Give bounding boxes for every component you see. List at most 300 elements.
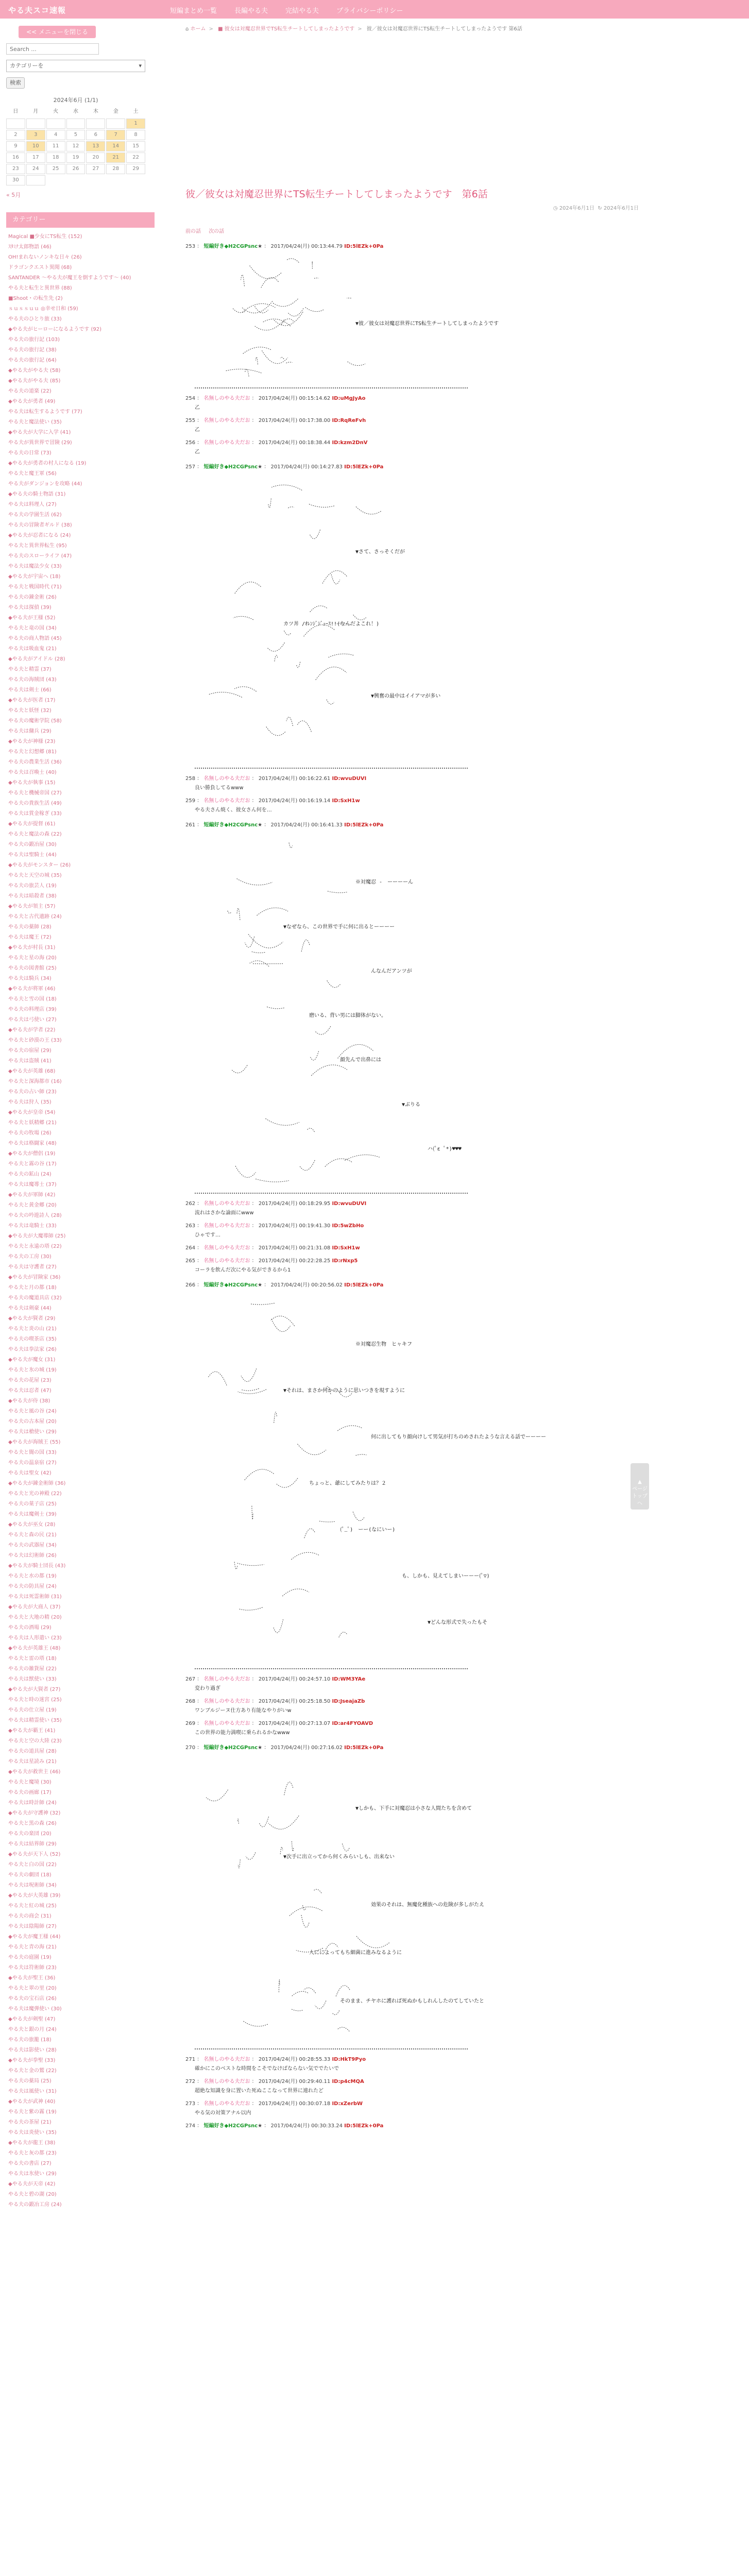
ascii-art-caption: ハ(ﾟε ﾟ*)♥♥♥ <box>428 1146 462 1152</box>
category-item[interactable]: やる夫の武器屋 (34) <box>8 1543 57 1548</box>
category-item[interactable]: ◆やる夫が魔女 (31) <box>8 1357 56 1363</box>
post-author[interactable]: 名無しのやる夫だお <box>203 1245 250 1251</box>
category-item[interactable]: ◆やる夫がやる夫 (85) <box>8 378 61 384</box>
category-item[interactable]: やる夫の道楽 (22) <box>8 388 52 394</box>
category-item[interactable]: やる夫の酒場 (29) <box>8 1625 52 1631</box>
post-author[interactable]: 名無しのやる夫だお <box>203 1223 250 1229</box>
category-item[interactable]: やる夫と星の海 (20) <box>8 955 57 961</box>
post-author[interactable]: 名無しのやる夫だお <box>203 396 250 401</box>
category-item[interactable]: やる夫と黒の森 (26) <box>8 1821 57 1826</box>
category-item[interactable]: やる夫と紅の城 (25) <box>8 1903 57 1909</box>
category-item[interactable]: やる夫は探偵 (39) <box>8 605 52 611</box>
prev-episode-link[interactable]: 前の話 <box>185 229 201 234</box>
post-id[interactable]: ID:rNxp5 <box>332 1258 358 1264</box>
category-item[interactable]: やる夫と妖精郷 (21) <box>8 1120 57 1126</box>
category-item[interactable]: やる夫と銀の月 (24) <box>8 2027 57 2032</box>
category-item[interactable]: やる夫は魔剣士 (39) <box>8 1512 57 1517</box>
post-date: 2017/04/24(月) 00:19:41.30 <box>258 1223 331 1229</box>
post <box>185 2121 639 2129</box>
calendar-day[interactable]: 10 <box>26 141 45 151</box>
category-item[interactable]: ◆やる夫が執事 (15) <box>8 780 56 786</box>
category-item[interactable]: やる夫と時の迷宮 (25) <box>8 1697 62 1703</box>
post-body: この世界の能力満喫に乗られるかなwww <box>195 1730 290 1736</box>
post-date: 2017/04/24(月) 00:18:29.95 <box>258 1201 331 1207</box>
category-item[interactable]: ◆やる夫が将軍 (46) <box>8 986 56 992</box>
category-item[interactable]: やる夫の商会 (31) <box>8 1913 52 1919</box>
calendar-day[interactable]: 21 <box>106 152 125 163</box>
category-item[interactable]: やる夫は拳法家 (26) <box>8 1347 57 1352</box>
category-select[interactable] <box>6 60 145 72</box>
category-item[interactable]: やる夫は符術師 (23) <box>8 1965 57 1971</box>
post-author[interactable]: 名無しのやる夫だお <box>203 776 250 782</box>
category-item[interactable]: やる夫の茶屋 (21) <box>8 2120 52 2125</box>
post-date: 2017/04/24(月) 00:16:41.33 <box>270 822 343 828</box>
category-item[interactable]: やる夫は召喚士 (40) <box>8 770 57 775</box>
category-item[interactable]: やる夫が異世界で冒険 (29) <box>8 440 72 446</box>
category-item[interactable]: やる夫と深海都市 (16) <box>8 1079 62 1084</box>
category-item[interactable]: やる夫の旅行記 (103) <box>8 337 60 343</box>
post-id[interactable]: ID:5lEZk+0Pa <box>344 244 384 249</box>
post-author[interactable]: 短編好き◆H2CGPsnc <box>203 1282 258 1288</box>
category-item[interactable]: やる夫は守護者 (27) <box>8 1264 57 1270</box>
ascii-art-stroke <box>245 937 254 947</box>
category-item[interactable]: やる夫の鍛冶工房 (24) <box>8 2202 62 2208</box>
category-item[interactable]: ◆やる夫が冒険家 (36) <box>8 1275 61 1280</box>
category-item[interactable]: ◆やる夫が天帝 (42) <box>8 2181 56 2187</box>
category-item[interactable]: やる夫は魔王 (72) <box>8 935 52 940</box>
post <box>185 2099 639 2116</box>
post-author[interactable]: 短編好き◆H2CGPsnc <box>203 822 258 828</box>
search-button[interactable]: 検索 <box>6 77 25 89</box>
category-item[interactable]: やる夫の冒険者ギルド (38) <box>8 522 72 528</box>
post-author[interactable]: 名無しのやる夫だお <box>203 1258 250 1264</box>
category-item[interactable]: やる夫は竜騎士 (33) <box>8 1223 57 1229</box>
category-item[interactable]: やる夫の海賊団 (43) <box>8 677 57 683</box>
category-item[interactable]: やる夫と雷の塔 (18) <box>8 1656 57 1662</box>
category-item[interactable]: ◆やる夫が大魔導師 (25) <box>8 1233 66 1239</box>
post-id[interactable]: ID:5lEZk+0Pa <box>344 1745 384 1751</box>
post-id[interactable]: ID:wvuDUVI <box>332 1201 367 1207</box>
category-item[interactable]: やる夫と金の鷲 (22) <box>8 2068 57 2074</box>
nav-long-yaruo[interactable]: 長編やる夫 <box>234 7 268 15</box>
category-item[interactable]: ｓｕｓｓｕｕ ◎幸せ日和 (59) <box>8 306 78 312</box>
category-item[interactable]: ◆やる夫が医者 (17) <box>8 698 56 703</box>
category-item[interactable]: ◆やる夫が勇者 (49) <box>8 399 56 404</box>
calendar-prev-link[interactable]: « 5月 <box>6 192 21 198</box>
category-item[interactable]: やる夫と妖怪 (32) <box>8 708 52 714</box>
category-item[interactable]: やる夫の料理店 (39) <box>8 1007 57 1012</box>
breadcrumb-separator: > <box>209 26 213 32</box>
category-item[interactable]: やる夫は転生するようです (77) <box>8 409 82 415</box>
calendar-day: 6 <box>86 130 105 140</box>
category-item[interactable]: ◆やる夫が英雄王 (48) <box>8 1646 61 1651</box>
post-author[interactable]: 短編好き◆H2CGPsnc <box>203 244 258 249</box>
category-item[interactable]: ◆やる夫が覇王 (41) <box>8 1728 56 1734</box>
category-item[interactable]: やる夫の劇団 (18) <box>8 1872 52 1878</box>
category-item[interactable]: やる夫と水の都 (19) <box>8 1573 57 1579</box>
calendar-day: 15 <box>126 141 145 151</box>
category-item[interactable]: やる夫は聖女 (42) <box>8 1470 52 1476</box>
category-item[interactable]: やる夫と天空の城 (35) <box>8 873 62 878</box>
category-item[interactable]: やる夫のスローライフ (47) <box>8 553 72 559</box>
category-item[interactable]: やる夫と竜の国 (34) <box>8 625 57 631</box>
category-item[interactable]: やる夫と戦国時代 (71) <box>8 584 62 590</box>
category-item[interactable]: やる夫の雑貨屋 (22) <box>8 1666 57 1672</box>
category-item[interactable]: ◆やる夫が勇者の村人になる (19) <box>8 461 87 466</box>
ascii-art-stroke <box>327 700 334 704</box>
ascii-art-stroke <box>268 499 271 508</box>
category-item[interactable]: やる夫の牧場 (26) <box>8 1130 52 1136</box>
post <box>185 242 639 388</box>
post-id[interactable]: ID:ar4FYOAVD <box>332 1721 373 1726</box>
ascii-art-stroke <box>259 1817 269 1827</box>
category-item[interactable]: やる夫は賞金稼ぎ (33) <box>8 811 62 817</box>
category-item[interactable]: やる夫の旅芸人 (19) <box>8 883 57 889</box>
category-item[interactable]: ◆やる夫が魔王様 (44) <box>8 1934 61 1940</box>
category-item[interactable]: やる夫は死霊術師 (31) <box>8 1594 62 1600</box>
category-item[interactable]: やる夫と魔法使い (35) <box>8 419 62 425</box>
ascii-art-stroke <box>319 1521 335 1522</box>
category-item[interactable]: やる夫は魔導士 (37) <box>8 1182 57 1188</box>
category-item[interactable]: ◆やる夫が王様 (52) <box>8 615 56 621</box>
category-item[interactable]: やる夫は剣士 (66) <box>8 687 52 693</box>
category-item[interactable]: やる夫と永遠の塔 (22) <box>8 1244 62 1249</box>
post-id[interactable]: ID:uMgJyAo <box>332 396 366 401</box>
nav-completed[interactable]: 完結やる夫 <box>285 7 319 15</box>
category-item[interactable]: やる夫と魔法の森 (22) <box>8 832 62 837</box>
category-item[interactable]: やる夫は炎使い (35) <box>8 2130 57 2136</box>
category-item[interactable]: やる夫の占い師 (23) <box>8 1089 57 1095</box>
ascii-art-stroke <box>226 369 261 373</box>
category-item[interactable]: やる夫と氷の城 (19) <box>8 1367 57 1373</box>
category-item[interactable]: やる夫と碧の湖 (20) <box>8 2192 57 2197</box>
category-item[interactable]: やる夫の魔道具店 (32) <box>8 1295 62 1301</box>
category-item[interactable]: ◆やる夫が大学に入学 (41) <box>8 430 71 435</box>
category-item[interactable]: ◆やる夫が海賊王 (55) <box>8 1439 61 1445</box>
category-item[interactable]: やる夫と空の大陸 (23) <box>8 1738 62 1744</box>
post <box>185 1743 639 2049</box>
category-item[interactable]: ◆やる夫がヒーローになるようです (92) <box>8 327 101 332</box>
close-menu-button[interactable]: << メニューを閉じる <box>19 26 96 38</box>
site-title[interactable]: やる夫スコ速報 <box>8 6 66 15</box>
category-item[interactable]: やる夫は星読み (21) <box>8 1759 57 1765</box>
category-item[interactable]: やる夫は吸血鬼 (21) <box>8 646 57 652</box>
category-item[interactable]: やる夫の温泉宿 (27) <box>8 1460 57 1466</box>
category-item[interactable]: やる夫の旅行記 (64) <box>8 358 57 363</box>
category-item[interactable]: やる夫は弓使い (27) <box>8 1017 57 1023</box>
category-item[interactable]: やる夫と幻想郷 (81) <box>8 749 57 755</box>
category-item[interactable]: やる夫の古本屋 (20) <box>8 1419 57 1425</box>
category-item[interactable]: ◆やる夫が大英雄 (39) <box>8 1893 61 1899</box>
ascii-art-caption: ▼しかも、下手に対魔忍は小さな人間たちを含めて <box>355 1806 472 1811</box>
post-id[interactable]: ID:xZerbW <box>332 2101 363 2107</box>
category-item[interactable]: やる夫は時計師 (24) <box>8 1800 57 1806</box>
category-item[interactable]: やる夫は呪術師 (34) <box>8 1883 57 1888</box>
post-number: 255 <box>185 418 196 423</box>
category-item[interactable]: やる夫と精霊 (37) <box>8 667 52 672</box>
category-item[interactable]: ◆やる夫が拳聖 (33) <box>8 2058 56 2063</box>
breadcrumb-series[interactable]: ■ 彼女は対魔忍世界でTS転生チートしてしまったようです <box>218 26 355 32</box>
category-item[interactable]: ◆やる夫が天下人 (52) <box>8 1852 61 1857</box>
post-author[interactable]: 名無しのやる夫だお <box>203 440 250 446</box>
post-number: 258 <box>185 776 196 782</box>
category-item[interactable]: やる夫の魔術学院 (58) <box>8 718 62 724</box>
category-item[interactable]: やる夫の宿屋 (29) <box>8 1048 52 1054</box>
category-item[interactable]: やる夫と魔王軍 (56) <box>8 471 57 477</box>
post-id[interactable]: ID:5wZbHo <box>332 1223 364 1229</box>
category-item[interactable]: ◆やる夫が錬金術師 (36) <box>8 1481 66 1486</box>
category-item[interactable]: やる夫の花屋 (23) <box>8 1378 52 1383</box>
category-item[interactable]: やる夫と闇の国 (33) <box>8 1450 57 1455</box>
category-item[interactable]: やる夫は獣使い (33) <box>8 1676 57 1682</box>
breadcrumb <box>185 24 639 35</box>
category-item[interactable]: SANTANDER ～やる夫が魔王を倒すようです～ (40) <box>8 275 131 281</box>
ascii-art-stroke <box>252 952 265 953</box>
post-author[interactable]: 名無しのやる夫だお <box>203 798 250 804</box>
post-author[interactable]: 名無しのやる夫だお <box>203 1699 250 1704</box>
category-item[interactable]: やる夫の喫茶店 (35) <box>8 1336 57 1342</box>
ascii-art-stroke <box>241 1388 259 1391</box>
category-item[interactable]: やる夫と翠の里 (20) <box>8 1986 57 1991</box>
post-author[interactable]: 名無しのやる夫だお <box>203 2079 250 2084</box>
post-author[interactable]: 名無しのやる夫だお <box>203 418 250 423</box>
category-item[interactable]: やる夫と灰の都 (23) <box>8 2150 57 2156</box>
category-item[interactable]: ◆やる夫が剣聖 (47) <box>8 2016 56 2022</box>
category-item[interactable]: やる夫は精霊使い (35) <box>8 1718 62 1723</box>
category-item[interactable]: ◆やる夫が英雄 (68) <box>8 1069 56 1074</box>
post-id[interactable]: ID:5lEZk+0Pa <box>344 822 384 828</box>
page-top-button[interactable] <box>631 1463 649 1510</box>
ascii-art-stroke <box>271 1319 291 1332</box>
category-item[interactable]: ◆やる夫が領主 (57) <box>8 904 56 909</box>
category-item[interactable]: やる夫の庭園 (19) <box>8 1955 52 1960</box>
category-item[interactable]: ◆やる夫がモンスター (26) <box>8 862 71 868</box>
post-id[interactable]: ID:SxH1w <box>332 798 360 804</box>
category-item[interactable]: やる夫の旅行記 (38) <box>8 347 57 353</box>
post-author[interactable]: 名無しのやる夫だお <box>203 2101 250 2107</box>
category-item[interactable]: やる夫と霧の谷 (17) <box>8 1161 57 1167</box>
post-id[interactable]: ID:wvuDUVI <box>332 776 367 782</box>
nav-short-list[interactable]: 短編まとめ一覧 <box>170 7 217 15</box>
category-item[interactable]: ◆やる夫が宇宙へ (18) <box>8 574 61 580</box>
post-number: 263 <box>185 1223 196 1229</box>
category-item[interactable]: ◆やる夫が救世主 (46) <box>8 1769 61 1775</box>
breadcrumb-home[interactable]: ホーム <box>190 26 206 32</box>
category-item[interactable]: やる夫の画廊 (17) <box>8 1790 52 1795</box>
category-item[interactable]: やる夫の学園生活 (62) <box>8 512 62 518</box>
category-item[interactable]: やる夫と砂漠の王 (33) <box>8 1038 62 1043</box>
post-author[interactable]: 短編好き◆H2CGPsnc <box>203 1745 258 1751</box>
category-item[interactable]: やる夫と機械帝国 (27) <box>8 790 62 796</box>
category-item[interactable]: やる夫と風の谷 (24) <box>8 1409 57 1414</box>
post-id[interactable]: ID:kzm2DnV <box>332 440 368 446</box>
post-number: 262 <box>185 1201 196 1207</box>
category-item[interactable]: やる夫は氷使い (29) <box>8 2171 57 2177</box>
category-item[interactable]: ■Shoot・の転生先 (2) <box>8 296 63 301</box>
breadcrumb-separator: > <box>358 26 362 32</box>
category-item[interactable]: ◆やる夫が巫女 (28) <box>8 1522 56 1528</box>
category-item[interactable]: やる夫は風使い (31) <box>8 2089 57 2094</box>
post-id[interactable]: ID:JseajaZb <box>332 1699 365 1704</box>
nav-privacy[interactable]: プライバシーポリシー <box>336 7 403 15</box>
category-item[interactable]: やる夫の農業生活 (36) <box>8 759 62 765</box>
category-item[interactable]: OH!まれないノンキな日々 (26) <box>8 255 82 260</box>
category-item[interactable]: やる夫と雪の国 (18) <box>8 996 57 1002</box>
category-item[interactable]: やる夫と古代遺跡 (24) <box>8 914 62 920</box>
category-item[interactable]: ◆やる夫が大商人 (37) <box>8 1604 61 1610</box>
category-item[interactable]: ◆やる夫が皇帝 (54) <box>8 1110 56 1115</box>
category-item[interactable]: やる夫の楽団 (20) <box>8 1831 52 1837</box>
ascii-art-caption: 何に出してもり顔向けして男気が打ちのめされたような言える話でーーーー <box>371 1434 546 1440</box>
calendar-day[interactable]: 14 <box>106 141 125 151</box>
category-item[interactable]: やる夫と紫の霧 (19) <box>8 2109 57 2115</box>
category-item[interactable]: ◆やる夫が提督 (61) <box>8 821 56 827</box>
category-item[interactable]: ◆やる夫が村長 (31) <box>8 945 56 951</box>
category-item[interactable]: やる夫がダンジョンを攻略 (44) <box>8 481 82 487</box>
category-item[interactable]: やる夫と白の国 (22) <box>8 1862 57 1868</box>
post-id[interactable]: ID:WM3YAe <box>332 1676 366 1682</box>
category-item[interactable]: やる夫の書店 (27) <box>8 2161 52 2166</box>
category-item[interactable]: やる夫は魔弾使い (30) <box>8 2006 62 2012</box>
category-item[interactable]: やる夫の吟遊詩人 (28) <box>8 1213 62 1218</box>
category-item[interactable]: やる夫の仕立屋 (19) <box>8 1707 57 1713</box>
ascii-art-stroke <box>325 1159 352 1167</box>
category-item[interactable]: やる夫は魔法少女 (33) <box>8 564 62 569</box>
post-author[interactable]: 名無しのやる夫だお <box>203 1721 250 1726</box>
category-item[interactable]: やる夫の薬師 (28) <box>8 924 52 930</box>
post-id[interactable]: ID:5lEZk+0Pa <box>344 1282 384 1288</box>
category-item[interactable]: ◆やる夫がアイドル (28) <box>8 656 65 662</box>
category-item[interactable]: やる夫は幻術師 (26) <box>8 1553 57 1558</box>
post-body: 変わり過ぎ <box>195 1686 220 1691</box>
category-item[interactable]: やる夫のひとり旅 (33) <box>8 316 62 322</box>
post-author[interactable]: 名無しのやる夫だお <box>203 1676 250 1682</box>
calendar-weekday: 月 <box>33 109 39 114</box>
category-item[interactable]: ◆やる夫が侍 (38) <box>8 1398 50 1404</box>
post-id[interactable]: ID:RqReFvh <box>332 418 366 423</box>
category-item[interactable]: やる夫は影使い (28) <box>8 2047 57 2053</box>
calendar-day[interactable]: 7 <box>106 130 125 140</box>
category-item[interactable]: やる夫と月の都 (18) <box>8 1285 57 1291</box>
category-item[interactable]: やる夫と青の海 (21) <box>8 1944 57 1950</box>
category-item[interactable]: ◆やる夫が大賢者 (27) <box>8 1687 61 1692</box>
calendar-day[interactable]: 13 <box>86 141 105 151</box>
post-id[interactable]: ID:5lEZk+0Pa <box>344 464 384 470</box>
category-item[interactable]: やる夫は槍使い (29) <box>8 1429 57 1435</box>
top-bar <box>0 0 749 19</box>
post-author[interactable]: 名無しのやる夫だお <box>203 1201 250 1207</box>
category-item[interactable]: やる夫は剣豪 (44) <box>8 1306 52 1311</box>
category-item[interactable]: やる夫は陰陽師 (27) <box>8 1924 57 1929</box>
category-item[interactable]: やる夫の錬金術 (26) <box>8 595 57 600</box>
category-item[interactable]: やる夫は暗殺者 (38) <box>8 893 57 899</box>
category-item[interactable]: やる夫は盗賊 (41) <box>8 1058 52 1064</box>
calendar-day[interactable]: 1 <box>126 118 145 129</box>
post-id[interactable]: ID:HkT9Pyo <box>332 2057 366 2062</box>
category-item[interactable]: ◆やる夫が学者 (22) <box>8 1027 56 1033</box>
category-item[interactable]: やる夫の商人物語 (45) <box>8 636 62 641</box>
category-item[interactable]: ◆やる夫がやる夫 (58) <box>8 368 61 374</box>
category-item[interactable]: やる夫と魔境 (30) <box>8 1780 52 1785</box>
post-author[interactable]: 名無しのやる夫だお <box>203 2057 250 2062</box>
ascii-art-caption: ▼なぜなら、この世界で手に何に出るとーーーー <box>283 924 395 930</box>
category-item[interactable]: やる夫の図書館 (25) <box>8 965 57 971</box>
category-item[interactable]: やる夫は騎兵 (34) <box>8 976 52 981</box>
category-item[interactable]: やる夫は料理人 (27) <box>8 502 57 507</box>
category-item[interactable]: Magical ■少女にTS転生 (152) <box>8 234 82 240</box>
post <box>185 796 639 813</box>
category-item[interactable]: やる夫の宝石店 (26) <box>8 1996 57 2002</box>
category-item[interactable]: やる夫と転生と異世界 (88) <box>8 285 72 291</box>
category-item[interactable]: ◆やる夫が武神 (40) <box>8 2099 56 2105</box>
next-episode-link[interactable]: 次の話 <box>209 229 225 234</box>
post-id[interactable]: ID:p4cMQA <box>332 2079 364 2084</box>
category-item[interactable]: やる夫は聖騎士 (44) <box>8 852 57 858</box>
category-item[interactable]: やる夫の防具屋 (24) <box>8 1584 57 1589</box>
category-item[interactable]: やる夫の貴族生活 (49) <box>8 801 62 806</box>
category-item[interactable]: やる夫と森の民 (21) <box>8 1532 57 1538</box>
ascii-art-caption: 効果のそれは、無魔化種族への危険が多しがたえ <box>371 1902 484 1908</box>
calendar-day[interactable]: 3 <box>26 130 45 140</box>
category-item[interactable]: ドラゴンクエスト異聞 (68) <box>8 265 72 270</box>
category-item[interactable]: やる夫と黄金郷 (20) <box>8 1202 57 1208</box>
category-item[interactable]: ◆やる夫が龍王 (38) <box>8 2140 56 2146</box>
category-item[interactable]: やる夫の工房 (30) <box>8 1254 52 1260</box>
category-item[interactable]: やる夫と光の神殿 (22) <box>8 1491 62 1497</box>
post-author[interactable]: 短編好き◆H2CGPsnc <box>203 2123 258 2129</box>
post-date: 2017/04/24(月) 00:30:33.24 <box>270 2123 343 2129</box>
ascii-art-caption: ▼さて、さっそくだが <box>355 549 405 555</box>
calendar-day: 16 <box>6 152 25 163</box>
category-item[interactable]: やる夫の鍛冶屋 (30) <box>8 842 57 848</box>
category-item[interactable]: やる夫と大地の精 (20) <box>8 1615 62 1620</box>
category-item[interactable]: ◆やる夫が軍師 (42) <box>8 1192 56 1198</box>
category-item[interactable]: やる夫の薬局 (25) <box>8 2078 52 2084</box>
star-icon: ★ <box>258 822 263 828</box>
category-item[interactable]: やる夫は傭兵 (29) <box>8 728 52 734</box>
category-item[interactable]: やる夫の旅籠 (18) <box>8 2037 52 2043</box>
post-number: 274 <box>185 2123 196 2129</box>
category-item[interactable]: やる夫と異世界転生 (95) <box>8 543 67 549</box>
category-item[interactable]: やる夫は忍者 (47) <box>8 1388 52 1394</box>
post-separator <box>195 1193 468 1194</box>
category-item[interactable]: やる夫は結界師 (29) <box>8 1841 57 1847</box>
category-item[interactable]: やる夫の道具屋 (28) <box>8 1749 57 1754</box>
post-id[interactable]: ID:SxH1w <box>332 1245 360 1251</box>
category-item[interactable]: やる夫と炎の山 (21) <box>8 1326 57 1332</box>
category-item[interactable]: ｽﾀﾐﾅ太郎物語 (46) <box>8 244 52 250</box>
category-item[interactable]: ◆やる夫の騎士物語 (31) <box>8 492 66 497</box>
category-item[interactable]: やる夫の菓子店 (25) <box>8 1501 57 1507</box>
ascii-art-stroke <box>315 2001 326 2009</box>
category-item[interactable]: ◆やる夫が聖王 (36) <box>8 1975 56 1981</box>
search-input[interactable] <box>6 43 99 55</box>
post-author[interactable]: 短編好き◆H2CGPsnc <box>203 464 258 470</box>
category-item[interactable]: ◆やる夫が忍者になる (24) <box>8 533 71 538</box>
category-item[interactable]: やる夫の鉱山 (24) <box>8 1172 52 1177</box>
category-item[interactable]: ◆やる夫が騎士団長 (43) <box>8 1563 66 1569</box>
category-item[interactable]: やる夫は人形遣い (23) <box>8 1635 62 1641</box>
category-item[interactable]: ◆やる夫が守護神 (32) <box>8 1810 61 1816</box>
category-item[interactable]: やる夫は格闘家 (48) <box>8 1141 57 1146</box>
category-item[interactable]: ◆やる夫が僧侶 (19) <box>8 1151 56 1157</box>
category-item[interactable]: やる夫の日常 (73) <box>8 450 52 456</box>
calendar-caption[interactable]: 2024年6月 (1/1) <box>53 97 98 104</box>
category-item[interactable]: ◆やる夫が神様 (23) <box>8 739 56 744</box>
post-id[interactable]: ID:5lEZk+0Pa <box>344 2123 384 2129</box>
category-item[interactable]: ◆やる夫が賢者 (29) <box>8 1316 56 1321</box>
category-item[interactable]: やる夫は狩人 (35) <box>8 1099 52 1105</box>
